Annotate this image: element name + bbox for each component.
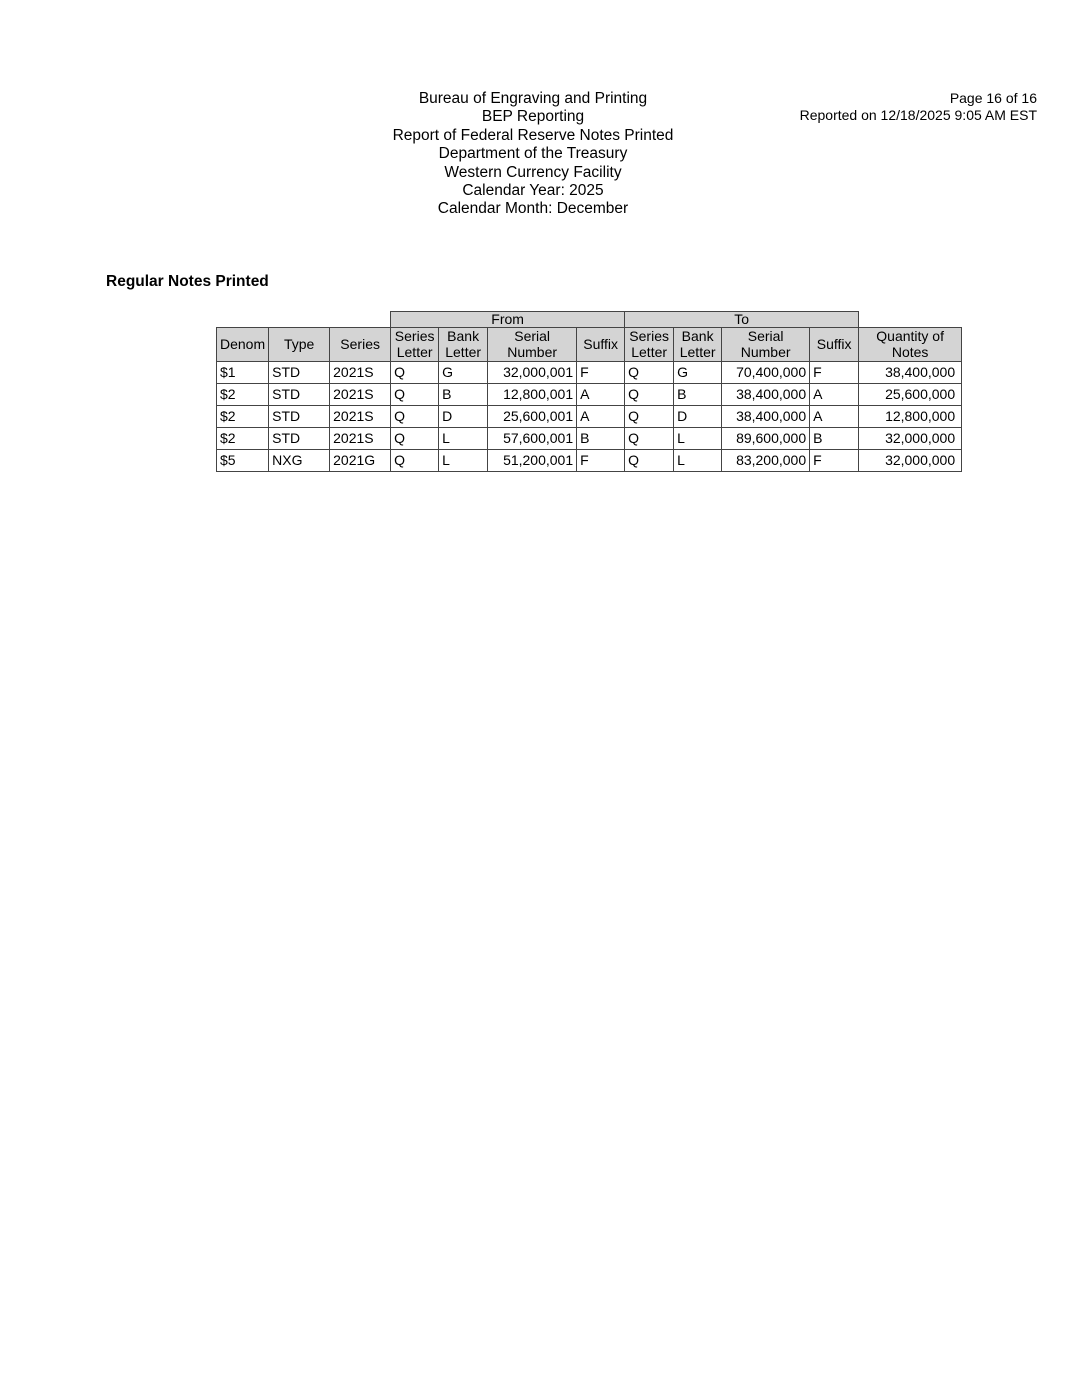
col-header-from-bank-letter	[439, 328, 488, 362]
col-header-line: Number	[740, 343, 791, 360]
cell-from-series-letter: Q	[391, 362, 439, 384]
cell-from-series-letter: Q	[391, 450, 439, 472]
col-header-line: Series	[394, 328, 435, 344]
cell-from-serial: 51,200,001	[488, 450, 577, 472]
cell-quantity: 38,400,000	[859, 362, 962, 384]
group-header-from: From	[391, 312, 625, 328]
cell-series: 2021S	[330, 384, 391, 406]
column-header-row	[217, 328, 962, 362]
blank-cell	[330, 312, 391, 328]
table-row	[217, 450, 962, 472]
reported-on: Reported on 12/18/2025 9:05 AM EST	[799, 106, 1037, 123]
col-header-series: Series	[330, 328, 391, 362]
col-header-type: Type	[269, 328, 330, 362]
col-header-line: Letter	[445, 343, 482, 360]
cell-from-bank-letter: G	[439, 362, 488, 384]
cell-from-series-letter: Q	[391, 384, 439, 406]
table-row	[217, 362, 962, 384]
col-header-from-series-letter	[391, 328, 439, 362]
cell-from-bank-letter: L	[439, 428, 488, 450]
cell-quantity: 32,000,000	[859, 428, 962, 450]
cell-type: STD	[269, 362, 330, 384]
col-header-from-serial-number	[488, 328, 577, 362]
cell-denom: $5	[217, 450, 269, 472]
cell-denom: $2	[217, 428, 269, 450]
header-line-report-title: Report of Federal Reserve Notes Printed	[392, 126, 674, 144]
cell-from-suffix: A	[577, 406, 625, 428]
cell-from-serial: 57,600,001	[488, 428, 577, 450]
col-header-line: Letter	[396, 343, 433, 360]
cell-from-serial: 25,600,001	[488, 406, 577, 428]
col-header-from-suffix: Suffix	[577, 328, 625, 362]
cell-type: NXG	[269, 450, 330, 472]
cell-type: STD	[269, 428, 330, 450]
cell-to-suffix: A	[810, 384, 859, 406]
cell-to-serial: 89,600,000	[722, 428, 810, 450]
cell-from-suffix: B	[577, 428, 625, 450]
header-line-calendar-month: Calendar Month: December	[437, 200, 629, 218]
cell-from-bank-letter: D	[439, 406, 488, 428]
blank-cell	[859, 312, 962, 328]
blank-cell	[217, 312, 269, 328]
table-row	[217, 406, 962, 428]
cell-to-series-letter: Q	[625, 450, 674, 472]
cell-to-suffix: F	[810, 450, 859, 472]
col-header-to-serial-number	[722, 328, 810, 362]
cell-from-bank-letter: B	[439, 384, 488, 406]
cell-quantity: 12,800,000	[859, 406, 962, 428]
cell-to-bank-letter: D	[674, 406, 722, 428]
cell-to-series-letter: Q	[625, 428, 674, 450]
col-header-to-series-letter	[625, 328, 674, 362]
col-header-line: Bank	[447, 328, 480, 344]
col-header-line: Series	[629, 328, 669, 344]
cell-from-series-letter: Q	[391, 428, 439, 450]
header-line-facility: Western Currency Facility	[444, 163, 622, 181]
col-header-line: Number	[507, 343, 558, 360]
cell-to-suffix: A	[810, 406, 859, 428]
table-row	[217, 384, 962, 406]
cell-from-bank-letter: L	[439, 450, 488, 472]
cell-from-suffix: A	[577, 384, 625, 406]
notes-table	[216, 311, 962, 472]
cell-from-serial: 12,800,001	[488, 384, 577, 406]
cell-from-serial: 32,000,001	[488, 362, 577, 384]
cell-type: STD	[269, 384, 330, 406]
table-row	[217, 428, 962, 450]
cell-to-suffix: F	[810, 362, 859, 384]
col-header-quantity	[859, 328, 962, 362]
blank-cell	[269, 312, 330, 328]
col-header-to-bank-letter	[674, 328, 722, 362]
col-header-line: Serial	[514, 328, 551, 344]
cell-to-serial: 38,400,000	[722, 384, 810, 406]
header-line-bureau: Bureau of Engraving and Printing	[418, 90, 648, 107]
cell-denom: $1	[217, 362, 269, 384]
cell-from-suffix: F	[577, 450, 625, 472]
cell-to-bank-letter: B	[674, 384, 722, 406]
section-title: Regular Notes Printed	[106, 273, 269, 290]
cell-to-suffix: B	[810, 428, 859, 450]
col-header-to-suffix: Suffix	[810, 328, 859, 362]
cell-series: 2021S	[330, 362, 391, 384]
cell-from-series-letter: Q	[391, 406, 439, 428]
header-line-calendar-year: Calendar Year: 2025	[462, 182, 604, 200]
report-header	[300, 90, 766, 219]
cell-series: 2021S	[330, 406, 391, 428]
cell-to-serial: 38,400,000	[722, 406, 810, 428]
header-line-department: Department of the Treasury	[438, 145, 628, 163]
cell-series: 2021G	[330, 450, 391, 472]
header-line-bep-reporting: BEP Reporting	[481, 108, 585, 126]
cell-to-series-letter: Q	[625, 362, 674, 384]
col-header-line: Notes	[891, 343, 929, 360]
cell-to-bank-letter: G	[674, 362, 722, 384]
cell-quantity: 32,000,000	[859, 450, 962, 472]
col-header-line: Letter	[631, 343, 668, 360]
page-number: Page 16 of 16	[949, 90, 1037, 106]
report-meta	[717, 90, 1037, 123]
cell-to-bank-letter: L	[674, 450, 722, 472]
cell-to-serial: 83,200,000	[722, 450, 810, 472]
col-header-line: Letter	[679, 343, 716, 360]
cell-to-series-letter: Q	[625, 406, 674, 428]
col-header-line: Bank	[681, 328, 714, 344]
group-header-to: To	[625, 312, 859, 328]
group-header-row	[217, 312, 962, 328]
cell-quantity: 25,600,000	[859, 384, 962, 406]
col-header-denom: Denom	[217, 328, 269, 362]
col-header-line: Serial	[747, 328, 784, 344]
cell-to-bank-letter: L	[674, 428, 722, 450]
cell-type: STD	[269, 406, 330, 428]
col-header-line: Quantity of	[876, 328, 944, 344]
cell-from-suffix: F	[577, 362, 625, 384]
cell-to-serial: 70,400,000	[722, 362, 810, 384]
cell-denom: $2	[217, 406, 269, 428]
cell-to-series-letter: Q	[625, 384, 674, 406]
cell-series: 2021S	[330, 428, 391, 450]
cell-denom: $2	[217, 384, 269, 406]
